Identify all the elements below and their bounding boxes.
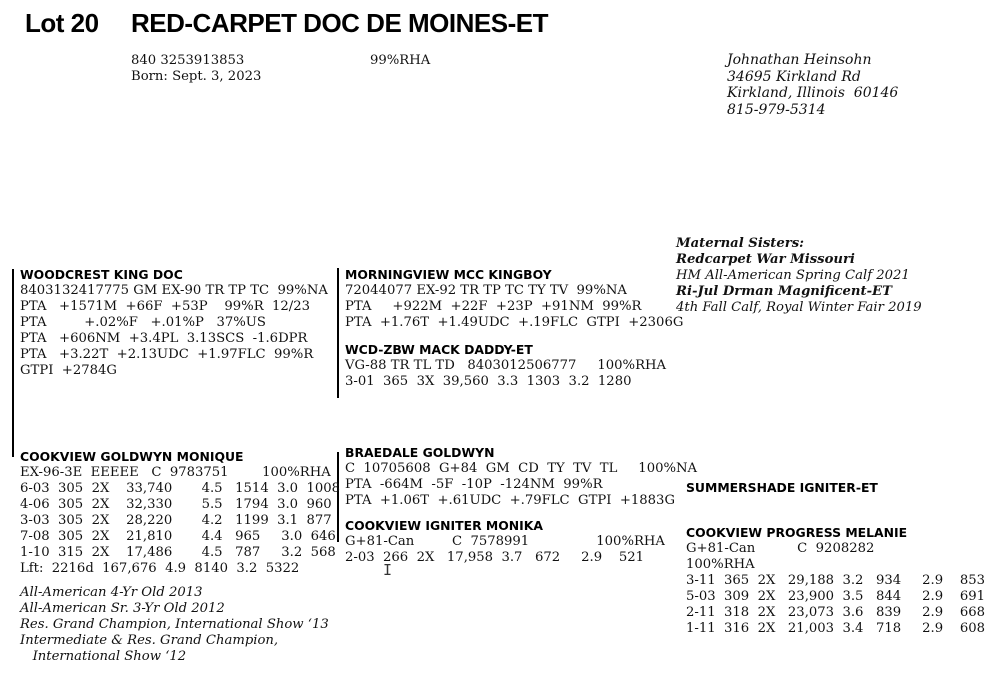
dam-dam-dam-name: COOKVIEW PROGRESS MELANIE [686,525,908,540]
sire-dam-line: VG-88 TR TL TD 8403012506777 100%RHA [345,358,667,373]
dam-name: COOKVIEW GOLDWYN MONIQUE [20,449,244,464]
sister-note: HM All-American Spring Calf 2021 [676,268,910,283]
sire-line: PTA +606NM +3.4PL 3.13SCS -1.6DPR [20,331,308,346]
dam-dam-dam-line: 2-11 318 2X 23,073 3.6 839 2.9 668 [686,605,986,620]
dam-honor: International Show ‘12 [20,649,187,664]
dam-sire-line: C 10705608 G+84 GM CD TY TV TL 100%NA [345,461,698,476]
sire-name: WOODCREST KING DOC [20,267,183,282]
sire-sire-name: MORNINGVIEW MCC KINGBOY [345,267,552,282]
dam-block [20,449,340,577]
sire-line: PTA +.02%F +.01%P 37%US [20,315,266,330]
owner-city: Kirkland, Illinois 60146 [727,85,899,101]
sire-dam-name: WCD-ZBW MACK DADDY-ET [345,342,533,357]
sire-sire-block [345,267,683,331]
text-cursor-icon: I [383,561,393,579]
birth-date: Born: Sept. 3, 2023 [131,69,262,84]
sire-dam-line: 3-01 365 3X 39,560 3.3 1303 3.2 1280 [345,374,632,389]
sister-note: 4th Fall Calf, Royal Winter Fair 2019 [676,300,922,315]
maternal-sisters-heading: Maternal Sisters: [676,236,804,251]
dam-dam-dam-line: 100%RHA [686,557,755,572]
dam-line: EX-96-3E EEEEE C 9783751 100%RHA [20,465,331,480]
sire-line: PTA +1571M +66F +53P 99%R 12/23 [20,299,311,314]
sire-line: 8403132417775 GM EX-90 TR TP TC 99%NA [20,283,328,298]
dam-line: 7-08 305 2X 21,810 4.4 965 3.0 646 [20,529,336,544]
lot-number: Lot 20 [25,8,99,38]
dam-line: 4-06 305 2X 32,330 5.5 1794 3.0 960 [20,497,332,512]
sire-block [20,267,328,379]
owner-name: Johnathan Heinsohn [727,52,872,68]
sire-sire-line: PTA +1.76T +1.49UDC +.19FLC GTPI +2306G [345,315,684,330]
dam-dam-dam-line: G+81-Can C 9208282 [686,541,875,556]
dam-dam-name: COOKVIEW IGNITER MONIKA [345,518,543,533]
sire-line: PTA +3.22T +2.13UDC +1.97FLC 99%R [20,347,314,362]
sire-dam-block [345,342,666,390]
dam-dam-dam-line: 3-11 365 2X 29,188 3.2 934 2.9 853 [686,573,986,588]
dam-dam-sire-name: SUMMERSHADE IGNITER-ET [686,480,878,495]
sire-sire-line: 72044077 EX-92 TR TP TC TY TV 99%NA [345,283,627,298]
owner-phone: 815-979-5314 [727,101,826,118]
maternal-sisters [676,236,922,316]
dam-dam-dam-line: 5-03 309 2X 23,900 3.5 844 2.9 691 [686,589,986,604]
registration-number: 840 3253913853 [131,53,245,68]
dam-sire-name: BRAEDALE GOLDWYN [345,445,495,460]
sire-bracket-line [12,269,14,457]
dam-dam-dam-block [686,525,985,637]
dam-line: Lft: 2216d 167,676 4.9 8140 3.2 5322 [20,561,300,576]
sister-name: Ri-Jul Drman Magnificent-ET [676,284,892,299]
dam-line: 1-10 315 2X 17,486 4.5 787 3.2 568 [20,545,336,560]
dam-honor: All-American Sr. 3-Yr Old 2012 [20,601,225,616]
sire-sire-line: PTA +922M +22F +23P +91NM 99%R [345,299,642,314]
dam-honor: Res. Grand Champion, International Show ‘13 [20,617,329,632]
rha-percentage: 99%RHA [370,53,431,68]
dam-dam-dam-line: 1-11 316 2X 21,003 3.4 718 2.9 608 [686,621,986,636]
owner-street: 34695 Kirkland Rd [727,68,861,85]
dam-sire-line: PTA +1.06T +.61UDC +.79FLC GTPI +1883G [345,493,675,508]
sire-sire-bracket-line [337,268,339,398]
animal-name: RED-CARPET DOC DE MOINES-ET [131,8,548,38]
dam-line: 6-03 305 2X 33,740 4.5 1514 3.0 1008 [20,481,341,496]
dam-dam-line: 2-03 266 2X 17,958 3.7 672 2.9 521 [345,550,645,565]
dam-honor: Intermediate & Res. Grand Champion, [20,633,279,648]
dam-dam-block [345,518,665,566]
dam-line: 3-03 305 2X 28,220 4.2 1199 3.1 877 [20,513,332,528]
dam-honors [20,585,329,665]
sister-name: Redcarpet War Missouri [676,252,855,267]
dam-sire-line: PTA -664M -5F -10P -124NM 99%R [345,477,603,492]
sire-line: GTPI +2784G [20,363,117,378]
dam-dam-line: G+81-Can C 7578991 100%RHA [345,534,665,549]
dam-sire-block [345,445,697,509]
dam-honor: All-American 4-Yr Old 2013 [20,585,203,600]
owner-block [727,52,898,118]
